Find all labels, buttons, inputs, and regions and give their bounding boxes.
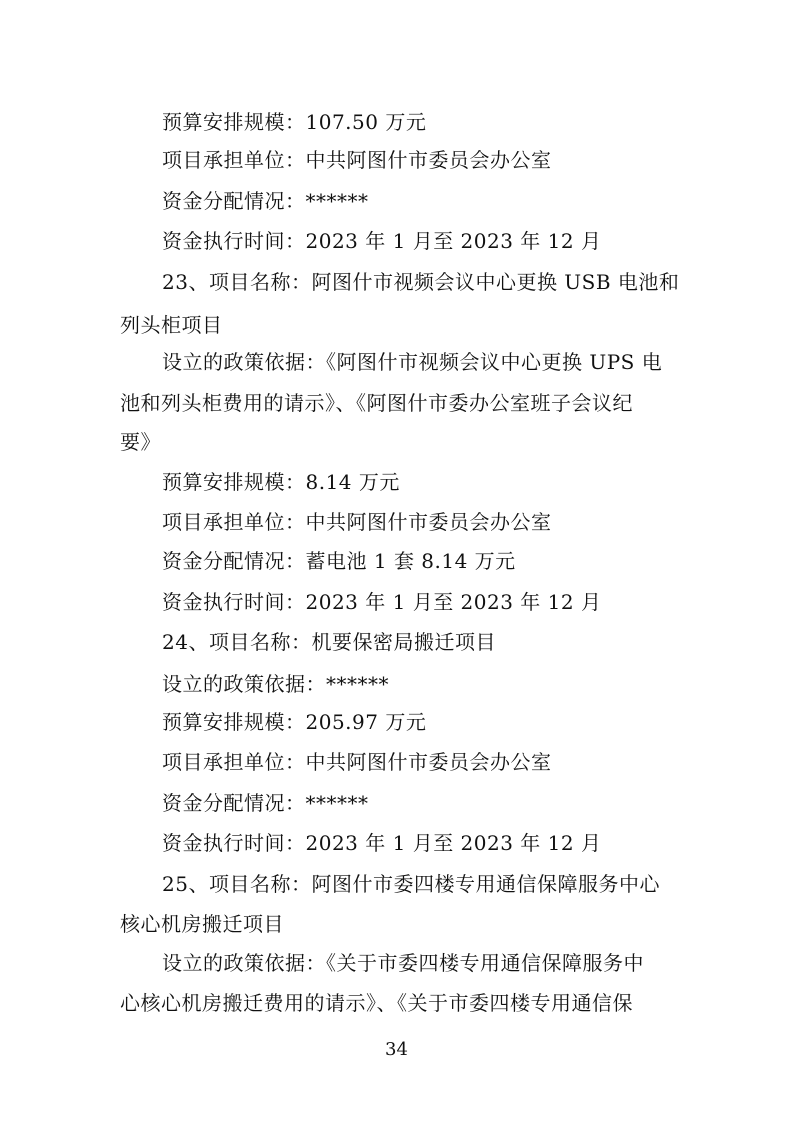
execution-time-line: 资金执行时间：2023 年 1 月至 2023 年 12 月 xyxy=(162,229,602,253)
fund-allocation-line: 资金分配情况：蓄电池 1 套 8.14 万元 xyxy=(162,549,516,573)
page-number: 34 xyxy=(385,1039,408,1060)
undertaking-unit-line: 项目承担单位：中共阿图什市委员会办公室 xyxy=(162,510,552,534)
budget-scale-line: 预算安排规模：107.50 万元 xyxy=(162,110,427,134)
policy-basis-line: 设立的政策依据：****** xyxy=(162,672,389,696)
fund-allocation-line: 资金分配情况：****** xyxy=(162,791,369,815)
policy-basis-cont-1: 心核心机房搬迁费用的请示》、《关于市委四楼专用通信保 xyxy=(120,991,633,1015)
budget-scale-line: 预算安排规模：8.14 万元 xyxy=(162,470,400,494)
execution-time-line: 资金执行时间：2023 年 1 月至 2023 年 12 月 xyxy=(162,831,602,855)
execution-time-line: 资金执行时间：2023 年 1 月至 2023 年 12 月 xyxy=(162,590,602,614)
project-23-title-line: 23、项目名称：阿图什市视频会议中心更换 USB 电池和 xyxy=(162,270,680,294)
policy-basis-line: 设立的政策依据：《阿图什市视频会议中心更换 UPS 电 xyxy=(162,350,663,374)
project-25-title-line: 25、项目名称：阿图什市委四楼专用通信保障服务中心 xyxy=(162,872,660,896)
policy-basis-cont-1: 池和列头柜费用的请示》、《阿图什市委办公室班子会议纪 xyxy=(120,391,633,415)
project-25-title-cont: 核心机房搬迁项目 xyxy=(120,912,284,936)
policy-basis-cont-2: 要》 xyxy=(120,430,161,454)
undertaking-unit-line: 项目承担单位：中共阿图什市委员会办公室 xyxy=(162,750,552,774)
project-23-title-cont: 列头柜项目 xyxy=(120,313,223,337)
policy-basis-line: 设立的政策依据：《关于市委四楼专用通信保障服务中 xyxy=(162,951,644,975)
project-24-title-line: 24、项目名称：机要保密局搬迁项目 xyxy=(162,630,496,654)
budget-scale-line: 预算安排规模：205.97 万元 xyxy=(162,710,427,734)
undertaking-unit-line: 项目承担单位：中共阿图什市委员会办公室 xyxy=(162,148,552,172)
fund-allocation-line: 资金分配情况：****** xyxy=(162,189,369,213)
